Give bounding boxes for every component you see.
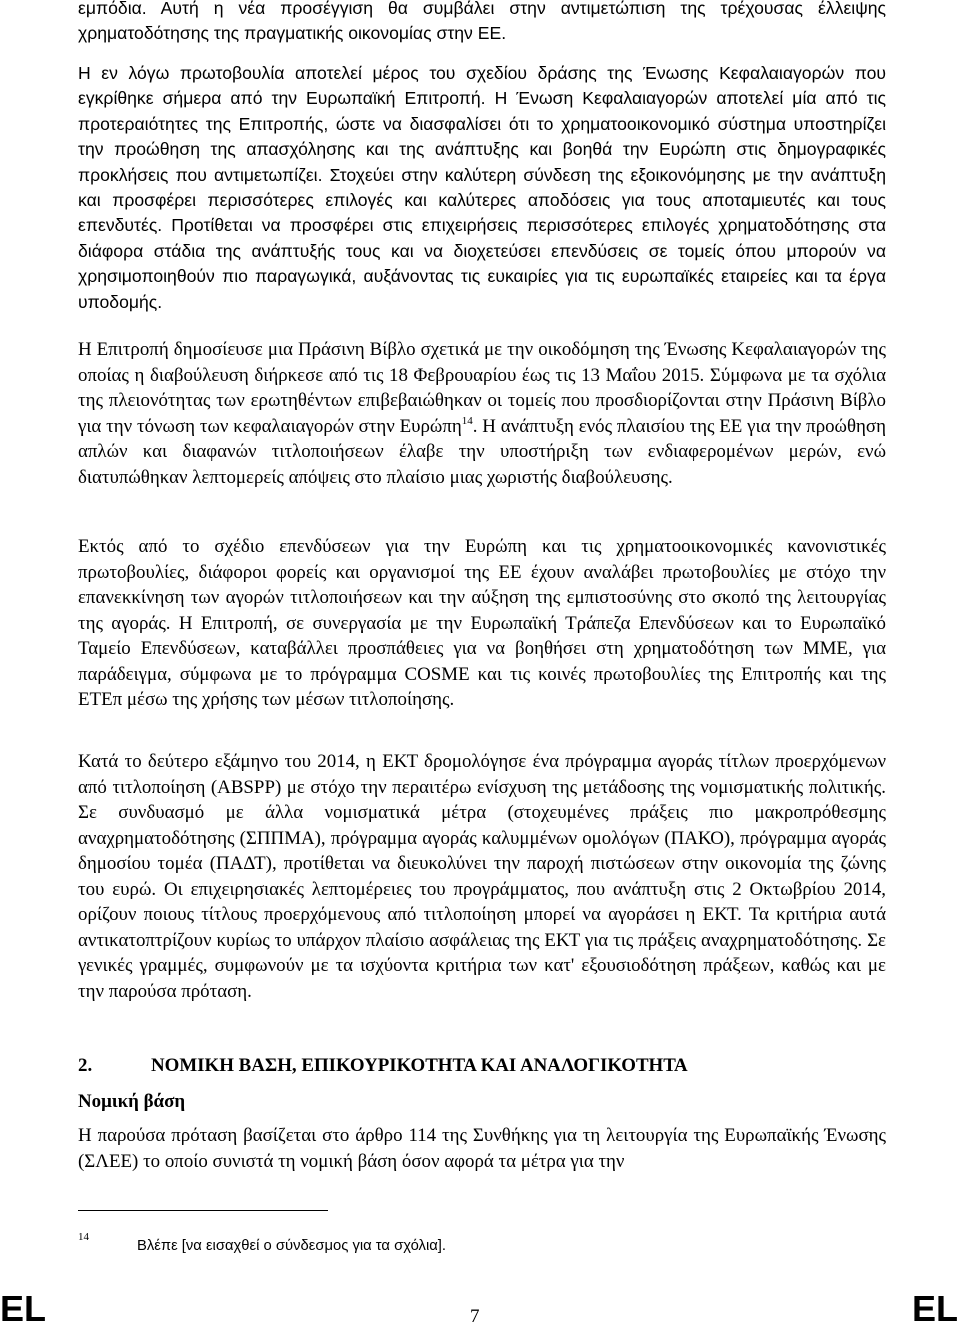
section-number: 2. bbox=[78, 1055, 93, 1076]
footnote-reference[interactable]: 14 bbox=[461, 414, 473, 427]
ecb-programme-paragraph: Κατά το δεύτερο εξάμηνο του 2014, η ΕΚΤ δρομολόγησε ένα πρόγραμμα αγοράς τίτλων προερχόμενων από τιτλοποίηση (ABSPP) με στόχο την περαιτέρω ενίσχυση της μετάδοσης της νομισματικής πολιτικής. Σε συνδυασμό με άλλα νομισματικά μέτρα (στοχευμένες πράξεις πιο μακροπρόθεσμης αναχρηματοδότησης (ΣΠΠΜΑ), πρόγραμμα αγοράς καλυμμένων ομολόγων (ΠΑΚΟ), πρόγραμμα αγοράς δημοσίου τομέα (ΠΑΔΤ), προτίθεται να διευκολύνει την παροχή πιστώσεων στην οικονομία της ζώνης του ευρώ. Οι επιχειρησιακές λεπτομέρειες του προγράμματος, που ανάπτυξη στις 2 Οκτωβρίου 2014, ορίζουν ποιους τίτλους προερχόμενους από τιτλοποίηση μπορεί να αγοράσει η ΕΚΤ. Τα κριτήρια αυτά αντικατοπτρίζουν κυρίως το υπάρχον πλαίσιο ασφάλειας της ΕΚΤ για τις πράξεις αναχρηματοδότησης. Σε γενικές γραμμές, συμφωνούν με τα ισχύοντα κριτήρια των κατ' εξουσιοδότηση πράξεων, καθώς και με την παρούσα πρόταση. bbox=[78, 751, 886, 1002]
legal-basis-paragraph: Η παρούσα πρόταση βασίζεται στο άρθρο 114 της Συνθήκης για τη λειτουργία της Ευρωπαϊκής Ένωσης (ΣΛΕΕ) το οποίο συνιστά τη νομική βάση όσον αφορά τα μέτρα για την bbox=[78, 1125, 886, 1172]
green-paper-text-start: Η Επιτροπή δημοσίευσε μια Πράσινη Βίβλο σχετικά με την οικοδόμηση της Ένωσης Κεφαλαιαγορών της οποίας η διαβούλευση διήρκεσε από τις 18 Φεβρουαρίου έως τις 13 Μαΐου 2015. Σύμφωνα με τα σχόλια της πλειονότητας των ερωτηθέντων επιβεβαιώθηκαν οι τομείς που προσδιορίζονται στην Πράσινη Βίβλο για την τόνωση των κεφαλαιαγορών στην Ευρώπη bbox=[78, 339, 886, 437]
footer-language-right: EL bbox=[911, 1288, 958, 1329]
page-number: 7 bbox=[470, 1306, 480, 1327]
legal-basis-subheading: Νομική βάση bbox=[78, 1091, 186, 1112]
section-title: ΝΟΜΙΚΗ ΒΑΣΗ, ΕΠΙΚΟΥΡΙΚΟΤΗΤΑ ΚΑΙ ΑΝΑΛΟΓΙΚΟΤΗΤΑ bbox=[151, 1055, 688, 1076]
section-heading bbox=[78, 1053, 886, 1078]
footnote-number: 14 bbox=[78, 1231, 89, 1243]
green-paper-paragraph bbox=[78, 337, 886, 490]
green-paper-text-end: . Η ανάπτυξη ενός πλαισίου της ΕΕ για την προώθηση απλών και διαφανών τιτλοποιήσεων έλαβε την υποστήριξη των ενδιαφερομένων μερών, ενώ διατυπώθηκαν λεπτομερείς απόψεις στο πλαίσιο μιας χωριστής διαβούλευσης. bbox=[78, 415, 886, 488]
footnote-text: Βλέπε [να εισαχθεί ο σύνδεσμος για τα σχόλια]. bbox=[137, 1238, 447, 1254]
footer-language-left: EL bbox=[0, 1288, 47, 1329]
intro-paragraph-tail: εμπόδια. Αυτή η νέα προσέγγιση θα συμβάλει στην αντιμετώπιση της τρέχουσας έλλειψης χρηματοδότησης της πραγματικής οικονομίας στην ΕΕ. bbox=[78, 0, 886, 44]
capital-markets-union-paragraph: Η εν λόγω πρωτοβουλία αποτελεί μέρος του σχεδίου δράσης της Ένωσης Κεφαλαιαγορών που εγκρίθηκε σήμερα από την Ευρωπαϊκή Επιτροπή. Η Ένωση Κεφαλαιαγορών αποτελεί μία από τις προτεραιότητες της Επιτροπής, ώστε να διασφαλίσει ότι το χρηματοοικονομικό σύστημα υποστηρίζει την προώθηση της απασχόλησης και της ανάπτυξης και βοηθά την Ευρώπη στις δημογραφικές προκλήσεις που αντιμετωπίζει. Στοχεύει στην καλύτερη σύνδεση της εξοικονόμησης με την ανάπτυξη και προσφέρει περισσότερες επιλογές και καλύτερες αποδόσεις για τους αποταμιευτές και τους επενδυτές. Προτίθεται να προσφέρει στις επιχειρήσεις περισσότερες επιλογές χρηματοδότησης στα διάφορα στάδια της ανάπτυξής τους και να διοχετεύσει επενδύσεις σε τομείς όπου μπορούν να χρησιμοποιηθούν πιο παραγωγικά, αυξάνοντας τις ευκαιρίες για τις ευρωπαϊκές εταιρείες και τα έργα υποδομής. bbox=[78, 63, 886, 312]
investment-plan-paragraph: Εκτός από το σχέδιο επενδύσεων για την Ευρώπη και τις χρηματοοικονομικές κανονιστικές πρωτοβουλίες, διάφοροι φορείς και οργανισμοί της ΕΕ έχουν αναλάβει πρωτοβουλίες με στόχο την επανεκκίνηση των αγορών τιτλοποιήσεων και την αύξηση της εμπιστοσύνης στο σκοπό της λειτουργίας της αγοράς. Η Επιτροπή, σε συνεργασία με την Ευρωπαϊκή Τράπεζα Επενδύσεων και το Ευρωπαϊκό Ταμείο Επενδύσεων, καταβάλλει προσπάθειες για να βοηθήσει στη χρηματοδότηση των ΜΜΕ, για παράδειγμα, σύμφωνα με το πρόγραμμα COSME και τις κοινές πρωτοβουλίες της Επιτροπής και της ΕΤΕπ μέσω της χρήσης των μέσων τιτλοποίησης. bbox=[78, 536, 886, 710]
footnote-separator bbox=[78, 1210, 328, 1211]
